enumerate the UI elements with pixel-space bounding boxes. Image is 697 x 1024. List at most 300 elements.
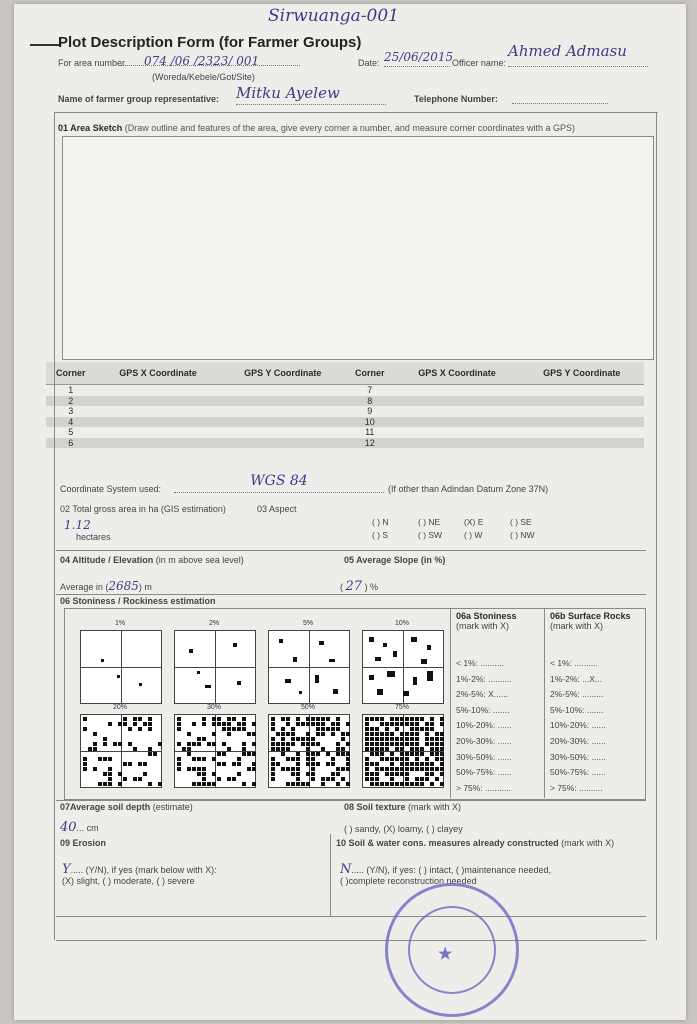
stone-mark: [138, 727, 142, 731]
stone-mark: [375, 752, 379, 756]
stone-mark: [148, 752, 152, 756]
stone-mark: [311, 742, 315, 746]
aspect-option-w[interactable]: ( ) W: [464, 530, 483, 540]
area-value[interactable]: 1.12: [64, 518, 91, 532]
stone-mark: [93, 732, 97, 736]
area-sketch-box[interactable]: [62, 136, 654, 360]
divider: [330, 834, 331, 916]
stone-mark: [306, 752, 310, 756]
stone-mark: [182, 747, 186, 751]
stone-mark: [296, 717, 300, 721]
stone-mark: [430, 742, 434, 746]
stone-mark: [400, 757, 404, 761]
stone-mark: [286, 742, 290, 746]
stone-mark: [413, 677, 417, 685]
stone-mark: [365, 747, 369, 751]
conservation-line1[interactable]: N..... (Y/N), if yes: ( ) intact, ( )maintenance needed,: [340, 862, 551, 877]
stone-mark: [420, 717, 424, 721]
surface-rocks-scale-item[interactable]: 30%-50%: ......: [550, 751, 606, 762]
stone-mark: [242, 742, 246, 746]
stone-mark: [395, 717, 399, 721]
stone-mark: [326, 777, 330, 781]
stone-mark: [202, 737, 206, 741]
officer-label: Officer name:: [452, 58, 506, 68]
stone-mark: [281, 742, 285, 746]
stone-mark: [375, 772, 379, 776]
stone-mark: [420, 777, 424, 781]
percent-label: 20%: [112, 704, 127, 711]
stone-mark: [380, 722, 384, 726]
coord-system-value: WGS 84: [250, 473, 308, 489]
gps-cell[interactable]: [221, 396, 345, 407]
stone-mark: [123, 717, 127, 721]
stone-mark: [370, 747, 374, 751]
stone-mark: [420, 752, 424, 756]
aspect-option-e[interactable]: (X) E: [464, 517, 484, 527]
stone-mark: [296, 772, 300, 776]
stone-mark: [346, 757, 350, 761]
gps-cell[interactable]: [520, 427, 645, 438]
stone-mark: [425, 767, 429, 771]
divider: [544, 608, 545, 798]
stone-mark: [93, 747, 97, 751]
gps-cell[interactable]: [395, 427, 520, 438]
stone-mark: [247, 732, 251, 736]
percent-label: 2%: [208, 620, 220, 627]
stone-mark: [271, 777, 275, 781]
stone-mark: [306, 722, 310, 726]
stone-mark: [158, 782, 162, 786]
soil-texture-hint: (mark with X): [408, 802, 462, 812]
stone-mark: [227, 717, 231, 721]
officer-field[interactable]: [508, 42, 648, 67]
stone-mark: [341, 777, 345, 781]
slope-value: 27: [345, 579, 363, 594]
stone-mark: [276, 762, 280, 766]
stone-mark: [346, 767, 350, 771]
stone-mark: [222, 752, 226, 756]
stone-mark: [139, 683, 142, 686]
form-border-right: [656, 112, 657, 940]
stone-mark: [242, 727, 246, 731]
stone-mark: [329, 659, 335, 662]
coord-system-note: (If other than Adindan Datum Zone 37N): [388, 484, 549, 494]
stone-mark: [197, 782, 201, 786]
representative-label: Name of farmer group representative:: [58, 94, 220, 104]
surface-rocks-scale-item[interactable]: > 75%: ..........: [550, 782, 603, 793]
date-label: Date:: [358, 58, 380, 68]
stone-mark: [395, 757, 399, 761]
stamp-star-icon: ★: [438, 946, 453, 963]
altitude-field[interactable]: [60, 579, 152, 593]
stone-mark: [415, 727, 419, 731]
stone-mark: [326, 762, 330, 766]
stone-mark: [410, 742, 414, 746]
stone-mark: [138, 777, 142, 781]
stone-mark: [306, 757, 310, 761]
stone-mark: [117, 675, 120, 678]
stoniness-scale-item[interactable]: 2%-5%: X......: [456, 689, 508, 700]
stone-mark: [311, 737, 315, 741]
stone-mark: [395, 722, 399, 726]
slope-suffix: ) %: [364, 582, 379, 592]
coord-system-field[interactable]: [174, 472, 384, 493]
stone-mark: [177, 767, 181, 771]
stone-mark: [435, 742, 439, 746]
stoniness-scale-item[interactable]: < 1%: ..........: [456, 658, 504, 668]
col-b-title: 06b Surface Rocks: [550, 611, 631, 621]
stone-mark: [435, 777, 439, 781]
stone-mark: [113, 742, 117, 746]
stone-mark: [336, 717, 340, 721]
stone-mark: [177, 742, 181, 746]
surface-rocks-scale-item[interactable]: 2%-5%: .........: [550, 689, 604, 700]
aspect-option-se[interactable]: ( ) SE: [510, 517, 532, 527]
stone-mark: [380, 752, 384, 756]
stone-mark: [425, 742, 429, 746]
stone-mark: [440, 762, 444, 766]
stoniness-label: 06 Stoniness / Rockiness estimation: [60, 596, 216, 606]
stone-mark: [365, 727, 369, 731]
stone-mark: [375, 742, 379, 746]
gps-cell[interactable]: [96, 396, 221, 407]
aspect-option-n[interactable]: ( ) N: [372, 517, 389, 527]
stone-mark: [118, 742, 122, 746]
stone-mark: [306, 747, 310, 751]
stone-mark: [385, 732, 389, 736]
stone-mark: [333, 689, 338, 694]
stone-mark: [415, 757, 419, 761]
stone-mark: [369, 637, 374, 642]
surface-rocks-scale-item[interactable]: < 1%: ..........: [550, 658, 598, 668]
stone-mark: [197, 671, 200, 674]
stone-mark: [286, 767, 290, 771]
stone-mark: [316, 742, 320, 746]
gps-cell[interactable]: [96, 385, 221, 396]
stone-mark: [252, 722, 256, 726]
corner-number: 11: [365, 427, 375, 437]
stone-mark: [227, 727, 231, 731]
stone-mark: [271, 722, 275, 726]
stone-mark: [291, 757, 295, 761]
gps-cell[interactable]: [221, 385, 345, 396]
stone-mark: [400, 762, 404, 766]
stoniness-pattern-5pct: [268, 630, 350, 704]
stone-mark: [237, 681, 241, 685]
stone-mark: [286, 782, 290, 786]
stone-mark: [212, 757, 216, 761]
stone-mark: [420, 762, 424, 766]
altitude-hint: (in m above sea level): [155, 555, 244, 565]
stone-mark: [252, 762, 256, 766]
stoniness-scale-item[interactable]: 10%-20%: ......: [456, 720, 512, 731]
surface-rocks-scale: [550, 656, 606, 796]
surface-rocks-scale-item[interactable]: 1%-2%: ...X...: [550, 673, 602, 684]
stone-mark: [143, 772, 147, 776]
aspect-option-sw[interactable]: ( ) SW: [418, 530, 443, 540]
gps-cell[interactable]: [221, 417, 345, 428]
stone-mark: [316, 732, 320, 736]
area-number-field[interactable]: [120, 52, 300, 66]
soil-depth-value: 40: [60, 820, 77, 835]
stone-mark: [306, 772, 310, 776]
stone-mark: [281, 727, 285, 731]
stone-mark: [108, 757, 112, 761]
aspect-options: [372, 516, 572, 542]
stone-mark: [430, 727, 434, 731]
stone-mark: [128, 762, 132, 766]
stone-mark: [311, 752, 315, 756]
stone-mark: [425, 737, 429, 741]
area-unit: hectares: [76, 532, 111, 542]
gps-cell[interactable]: [520, 417, 645, 428]
corner-number: 8: [345, 396, 395, 407]
stone-mark: [390, 732, 394, 736]
stone-mark: [271, 757, 275, 761]
stone-mark: [410, 737, 414, 741]
representative-field[interactable]: [236, 84, 386, 105]
stone-mark: [427, 645, 431, 650]
stone-mark: [375, 657, 381, 661]
gps-cell[interactable]: [520, 396, 645, 407]
soil-depth-unit: cm: [86, 823, 99, 833]
stone-mark: [420, 767, 424, 771]
erosion-question: (Y/N), if yes (mark below with X):: [85, 865, 217, 875]
stone-mark: [395, 772, 399, 776]
stone-mark: [440, 742, 444, 746]
coord-system-label: Coordinate System used:: [60, 484, 162, 494]
erosion-line1[interactable]: Y..... (Y/N), if yes (mark below with X):: [62, 862, 217, 877]
stone-mark: [279, 639, 283, 643]
gps-cell[interactable]: [221, 427, 345, 438]
stone-mark: [395, 727, 399, 731]
stone-mark: [380, 757, 384, 761]
stone-mark: [271, 742, 275, 746]
stone-mark: [98, 757, 102, 761]
slope-label: 05 Average Slope (in %): [344, 555, 446, 565]
stone-mark: [306, 717, 310, 721]
stone-mark: [395, 742, 399, 746]
stone-mark: [336, 742, 340, 746]
stone-mark: [410, 722, 414, 726]
corner-number: 2: [46, 396, 96, 407]
stone-mark: [385, 727, 389, 731]
percent-label: 50%: [300, 704, 315, 711]
gps-cell[interactable]: [96, 438, 221, 449]
surface-rocks-scale-item[interactable]: 5%-10%: .......: [550, 704, 604, 715]
stone-mark: [143, 762, 147, 766]
stone-mark: [237, 757, 241, 761]
stone-mark: [291, 737, 295, 741]
corner-number: 4: [46, 417, 96, 428]
stoniness-scale-item[interactable]: > 75%: ...........: [456, 782, 512, 793]
stone-mark: [293, 657, 297, 662]
stone-mark: [410, 762, 414, 766]
stone-mark: [430, 772, 434, 776]
stone-mark: [103, 742, 107, 746]
stone-mark: [341, 732, 345, 736]
gps-cell[interactable]: [221, 406, 345, 417]
corner-number: 5: [68, 427, 74, 437]
soil-texture-options[interactable]: ( ) sandy, (X) loamy, ( ) clayey: [344, 824, 463, 834]
stone-mark: [346, 762, 350, 766]
stone-mark: [311, 762, 315, 766]
stoniness-scale-item[interactable]: 1%-2%: ..........: [456, 673, 512, 684]
stone-mark: [143, 722, 147, 726]
stone-mark: [148, 717, 152, 721]
telephone-label: Telephone Number:: [414, 94, 498, 104]
stone-mark: [296, 777, 300, 781]
stone-mark: [415, 747, 419, 751]
stone-mark: [197, 767, 201, 771]
stone-mark: [420, 747, 424, 751]
stone-mark: [271, 772, 275, 776]
stoniness-scale-item[interactable]: 20%-30%: ......: [456, 735, 512, 746]
surface-rocks-scale-item[interactable]: 50%-75%: ......: [550, 767, 606, 778]
stone-mark: [232, 717, 236, 721]
aspect-option-ne[interactable]: ( ) NE: [418, 517, 441, 527]
handwritten-title: Sirwuanga-001: [268, 6, 400, 26]
erosion-severity-options[interactable]: (X) slight, ( ) moderate, ( ) severe: [62, 876, 195, 886]
stone-mark: [237, 762, 241, 766]
stone-mark: [202, 717, 206, 721]
stone-mark: [177, 757, 181, 761]
stone-mark: [101, 659, 104, 662]
stone-mark: [148, 747, 152, 751]
stone-mark: [380, 737, 384, 741]
table-row: [46, 438, 644, 449]
stone-mark: [306, 742, 310, 746]
stone-mark: [405, 777, 409, 781]
stone-mark: [299, 691, 302, 694]
stone-mark: [311, 722, 315, 726]
stone-mark: [217, 752, 221, 756]
conservation-reconstruction-option[interactable]: ( )complete reconstruction needed: [340, 876, 477, 886]
surface-rocks-scale-item[interactable]: 20%-30%: ......: [550, 735, 606, 746]
aspect-option-s[interactable]: ( ) S: [372, 530, 389, 540]
stone-mark: [276, 742, 280, 746]
stone-mark: [430, 747, 434, 751]
stone-mark: [393, 651, 397, 657]
soil-texture-label: 08 Soil texture: [344, 802, 406, 812]
gps-cell[interactable]: [395, 438, 520, 449]
stone-mark: [212, 722, 216, 726]
stone-mark: [311, 772, 315, 776]
stone-mark: [301, 737, 305, 741]
stoniness-pattern-30pct: [174, 714, 256, 788]
stone-mark: [83, 727, 87, 731]
stone-mark: [425, 757, 429, 761]
stone-mark: [227, 722, 231, 726]
gps-cell[interactable]: [395, 406, 520, 417]
stoniness-pattern-75pct: [362, 714, 444, 788]
stone-mark: [365, 742, 369, 746]
stone-mark: [385, 767, 389, 771]
date-field[interactable]: [384, 48, 454, 67]
stone-mark: [326, 727, 330, 731]
gps-cell[interactable]: [520, 438, 645, 449]
stone-mark: [276, 732, 280, 736]
stone-mark: [291, 767, 295, 771]
slope-field[interactable]: ( 27 ) %: [340, 579, 379, 594]
stone-mark: [326, 717, 330, 721]
gps-cell[interactable]: [96, 406, 221, 417]
stone-mark: [415, 777, 419, 781]
stone-mark: [148, 727, 152, 731]
stone-mark: [380, 717, 384, 721]
erosion-label: 09 Erosion: [60, 838, 107, 848]
telephone-field[interactable]: [512, 92, 608, 104]
stone-mark: [237, 772, 241, 776]
stone-mark: [390, 752, 394, 756]
stone-mark: [148, 782, 152, 786]
gps-cell[interactable]: [221, 438, 345, 449]
stone-mark: [242, 752, 246, 756]
gps-cell[interactable]: [395, 417, 520, 428]
stone-mark: [400, 737, 404, 741]
stoniness-scale-item[interactable]: 30%-50%: ......: [456, 751, 512, 762]
stone-mark: [370, 742, 374, 746]
date-value: 25/06/2015: [384, 50, 454, 64]
gps-cell[interactable]: [96, 417, 221, 428]
gps-cell[interactable]: [520, 406, 645, 417]
stone-mark: [375, 737, 379, 741]
stone-mark: [331, 762, 335, 766]
stone-mark: [410, 752, 414, 756]
stoniness-scale-item[interactable]: 5%-10%: .......: [456, 704, 510, 715]
stone-mark: [222, 727, 226, 731]
stone-mark: [88, 747, 92, 751]
stone-mark: [336, 782, 340, 786]
stone-mark: [380, 782, 384, 786]
stone-mark: [415, 732, 419, 736]
stone-mark: [276, 747, 280, 751]
stone-mark: [380, 732, 384, 736]
stone-mark: [311, 777, 315, 781]
stone-mark: [271, 762, 275, 766]
stone-mark: [227, 732, 231, 736]
stoniness-pattern-20pct: [80, 714, 162, 788]
stone-mark: [187, 752, 191, 756]
gps-cell[interactable]: [395, 385, 520, 396]
col-a-title: 06a Stoniness: [456, 611, 517, 621]
gps-cell[interactable]: [395, 396, 520, 407]
stone-mark: [311, 757, 315, 761]
soil-depth-field[interactable]: 40... cm: [60, 820, 99, 835]
aspect-option-nw[interactable]: ( ) NW: [510, 530, 535, 540]
area-label: 02 Total gross area in ha (GIS estimation): [60, 504, 226, 514]
stoniness-scale: [456, 656, 512, 796]
stone-mark: [410, 767, 414, 771]
stone-mark: [306, 762, 310, 766]
stone-mark: [336, 722, 340, 726]
stone-mark: [222, 722, 226, 726]
surface-rocks-scale-item[interactable]: 10%-20%: ......: [550, 720, 606, 731]
stone-mark: [435, 752, 439, 756]
stoniness-scale-item[interactable]: 50%-75%: ......: [456, 767, 512, 778]
stone-mark: [370, 737, 374, 741]
stone-mark: [385, 737, 389, 741]
stone-mark: [377, 689, 383, 695]
stone-mark: [440, 757, 444, 761]
stone-mark: [187, 767, 191, 771]
stone-mark: [365, 717, 369, 721]
stone-mark: [123, 722, 127, 726]
gps-cell[interactable]: [96, 427, 221, 438]
gps-cell[interactable]: [520, 385, 645, 396]
stone-mark: [202, 767, 206, 771]
stone-mark: [365, 777, 369, 781]
